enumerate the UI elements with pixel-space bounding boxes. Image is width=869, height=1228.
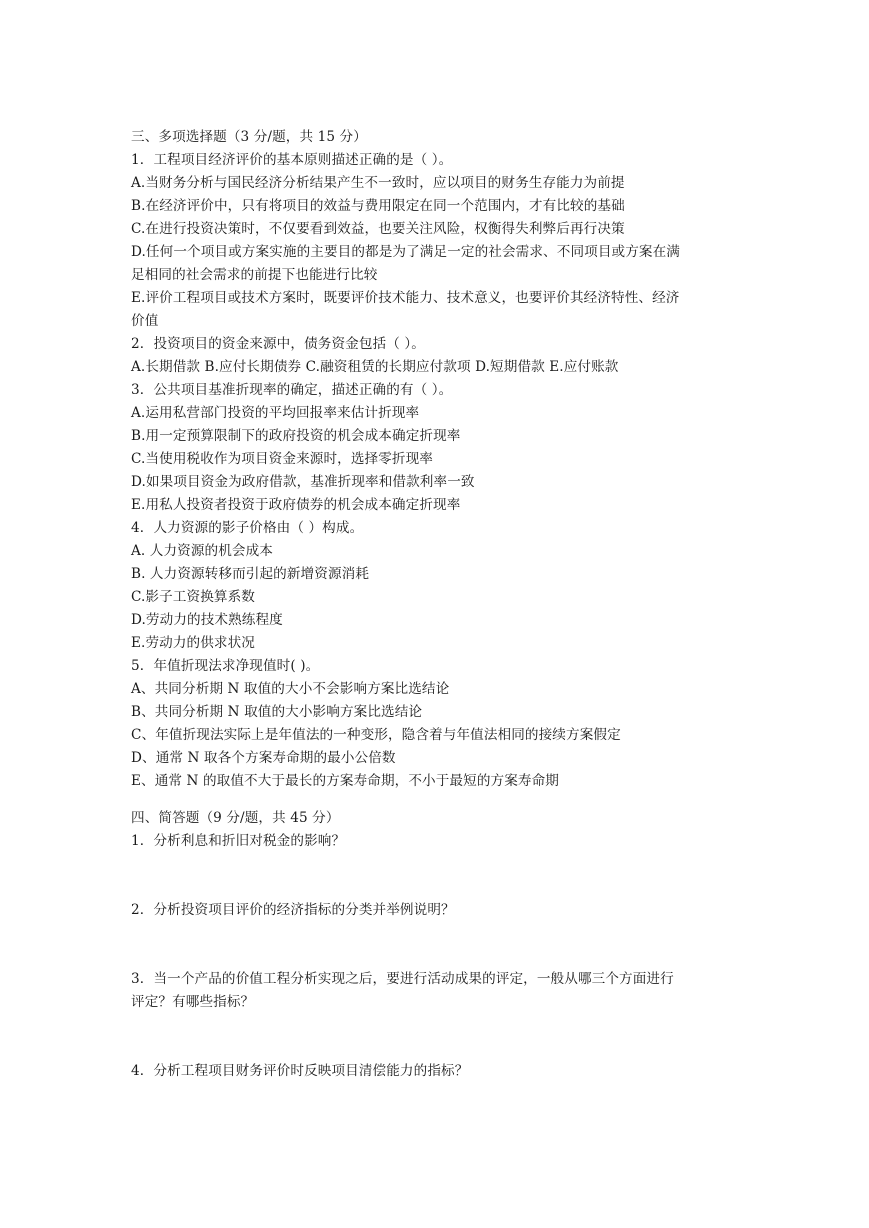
short-question-3 bbox=[131, 968, 751, 1014]
answer-space bbox=[131, 853, 751, 899]
section-multiple-choice bbox=[131, 126, 751, 793]
option-line: E.劳动力的供求状况 bbox=[131, 635, 255, 651]
option-line: C.影子工资换算系数 bbox=[131, 589, 255, 605]
option-line: B. 人力资源转移而引起的新增资源消耗 bbox=[131, 566, 370, 582]
option-line: 价值 bbox=[131, 313, 159, 329]
question-2 bbox=[131, 333, 751, 379]
option-line: E.评价工程项目或技术方案时，既要评价技术能力、技术意义，也要评价其经济特性、经济 bbox=[131, 290, 680, 306]
question-5 bbox=[131, 655, 751, 793]
short-question-1 bbox=[131, 830, 751, 853]
short-question-2 bbox=[131, 899, 751, 922]
section-title: 三、多项选择题（3 分/题，共 15 分） bbox=[131, 129, 367, 145]
option-line: B、共同分析期 N 取值的大小影响方案比选结论 bbox=[131, 704, 423, 720]
question-1 bbox=[131, 149, 751, 333]
option-line: D.劳动力的技术熟练程度 bbox=[131, 612, 283, 628]
answer-space bbox=[131, 1014, 751, 1060]
option-line: B.用一定预算限制下的政府投资的机会成本确定折现率 bbox=[131, 428, 461, 444]
option-line: A、共同分析期 N 取值的大小不会影响方案比选结论 bbox=[131, 681, 450, 697]
option-line: D.任何一个项目或方案实施的主要目的都是为了满足一定的社会需求、不同项目或方案在满 bbox=[131, 244, 680, 260]
option-line: D.如果项目资金为政府借款，基准折现率和借款利率一致 bbox=[131, 474, 475, 490]
option-line: E、通常 N 的取值不大于最长的方案寿命期，不小于最短的方案寿命期 bbox=[131, 773, 559, 789]
option-line: E.用私人投资者投资于政府债券的机会成本确定折现率 bbox=[131, 497, 461, 513]
option-line: A. 人力资源的机会成本 bbox=[131, 543, 274, 559]
question-stem: 3．当一个产品的价值工程分析实现之后，要进行活动成果的评定，一般从哪三个方面进行 bbox=[131, 971, 674, 987]
question-stem: 1．工程项目经济评价的基本原则描述正确的是（ ）。 bbox=[131, 152, 453, 168]
question-stem: 5．年值折现法求净现值时( )。 bbox=[131, 658, 320, 674]
option-line: C、年值折现法实际上是年值法的一种变形，隐含着与年值法相同的接续方案假定 bbox=[131, 727, 621, 743]
option-line: D、通常 N 取各个方案寿命期的最小公倍数 bbox=[131, 750, 396, 766]
question-3 bbox=[131, 379, 751, 517]
option-line: A.长期借款 B.应付长期债券 C.融资租赁的长期应付款项 D.短期借款 E.应付账款 bbox=[131, 359, 619, 375]
option-line: 足相同的社会需求的前提下也能进行比较 bbox=[131, 267, 378, 283]
question-stem: 2．分析投资项目评价的经济指标的分类并举例说明？ bbox=[131, 902, 455, 918]
option-line: B.在经济评价中，只有将项目的效益与费用限定在同一个范围内，才有比较的基础 bbox=[131, 198, 625, 214]
question-stem: 2．投资项目的资金来源中，债务资金包括（ ）。 bbox=[131, 336, 425, 352]
question-stem: 4．分析工程项目财务评价时反映项目清偿能力的指标？ bbox=[131, 1063, 469, 1079]
question-stem-continued: 评定？有哪些指标？ bbox=[131, 994, 255, 1010]
section-title: 四、简答题（9 分/题，共 45 分） bbox=[131, 810, 340, 826]
option-line: A.运用私营部门投资的平均回报率来估计折现率 bbox=[131, 405, 420, 421]
exam-page bbox=[131, 126, 751, 1083]
option-line: C.在进行投资决策时，不仅要看到效益，也要关注风险，权衡得失利弊后再行决策 bbox=[131, 221, 625, 237]
answer-space bbox=[131, 922, 751, 968]
short-question-4 bbox=[131, 1060, 751, 1083]
option-line: A.当财务分析与国民经济分析结果产生不一致时，应以项目的财务生存能力为前提 bbox=[131, 175, 625, 191]
section-short-answer bbox=[131, 807, 751, 1083]
question-4 bbox=[131, 517, 751, 655]
question-stem: 4．人力资源的影子价格由（ ）构成。 bbox=[131, 520, 364, 536]
question-stem: 3．公共项目基准折现率的确定，描述正确的有（ ）。 bbox=[131, 382, 453, 398]
option-line: C.当使用税收作为项目资金来源时，选择零折现率 bbox=[131, 451, 434, 467]
spacer bbox=[131, 793, 751, 807]
question-stem: 1．分析利息和折旧对税金的影响？ bbox=[131, 833, 346, 849]
